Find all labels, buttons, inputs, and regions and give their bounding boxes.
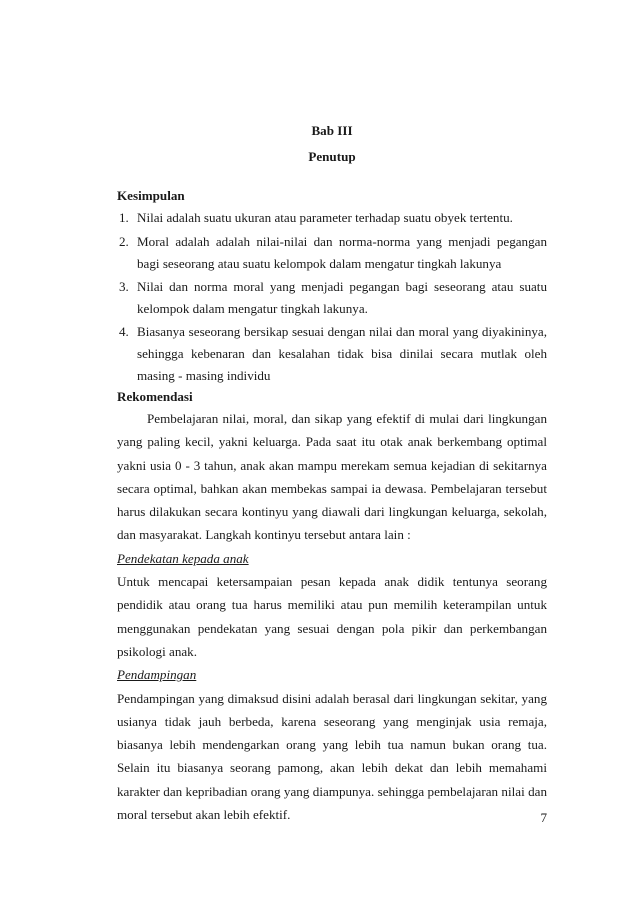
list-item-text: Nilai adalah suatu ukuran atau parameter terhadap suatu obyek tertentu. <box>137 210 513 225</box>
list-item <box>117 276 547 320</box>
section-title-pendekatan: Pendekatan kepada anak <box>117 550 249 566</box>
list-item-text: Nilai dan norma moral yang menjadi pegangan bagi seseorang atau suatu kelompok dalam mengatur tingkah lakunya. <box>137 279 547 316</box>
list-item-number: 3. <box>119 279 129 294</box>
list-item-text: Moral adalah adalah nilai-nilai dan norma-norma yang menjadi pegangan bagi seseorang atau suatu kelompok dalam mengatur tingkah lakunya <box>137 234 547 271</box>
list-item-number: 1. <box>119 210 129 225</box>
section-text-pendampingan: Pendampingan yang dimaksud disini adalah berasal dari lingkungan sekitar, yang usianya tidak jauh berbeda, karena seseorang yang menginjak usia remaja, biasanya lebih mendengarkan orang yang lebih tua namun bukan orang tua. Selain itu biasanya seorang pamong, akan lebih dekat dan lebih memahami karakter dan kepribadian orang yang diampunya. sehingga pembelajaran nilai dan moral tersebut akan lebih efektif. <box>117 690 547 823</box>
rekomendasi-body <box>117 407 547 826</box>
chapter-title: Penutup <box>308 149 356 164</box>
list-item <box>117 231 547 275</box>
list-item-number: 2. <box>119 234 129 249</box>
rekomendasi-heading: Rekomendasi <box>117 389 193 404</box>
chapter-label: Bab III <box>311 123 353 138</box>
section-title-pendampingan: Pendampingan <box>117 667 197 683</box>
list-item-text: Biasanya seseorang bersikap sesuai dengan nilai dan moral yang diyakininya, sehingga kebenaran dan kesalahan tidak bisa dinilai secara mutlak oleh masing - masing individu <box>137 324 547 383</box>
list-item <box>117 321 547 387</box>
kesimpulan-list <box>117 207 547 387</box>
document-page <box>117 0 547 903</box>
list-item <box>117 207 547 229</box>
list-item-number: 4. <box>119 324 129 339</box>
rekomendasi-intro: Pembelajaran nilai, moral, dan sikap yang efektif di mulai dari lingkungan yang paling kecil, yakni keluarga. Pada saat itu otak anak berkembang optimal yakni usia 0 - 3 tahun, anak akan mampu merekam semua kejadian di sekitarnya secara optimal, bahkan akan membekas sampai ia dewasa. Pembelajaran tersebut harus dilakukan secara kontinyu yang diawali dari lingkungan keluarga, sekolah, dan masyarakat. Langkah kontinyu tersebut antara lain : <box>117 411 547 543</box>
kesimpulan-heading: Kesimpulan <box>117 188 185 203</box>
page-number: 7 <box>540 810 547 825</box>
section-text-pendekatan: Untuk mencapai ketersampaian pesan kepada anak didik tentunya seorang pendidik atau orang tua harus memiliki atau pun memilih keterampilan untuk menggunakan pendekatan yang sesuai dengan pola pikir dan perkembangan psikologi anak. <box>117 574 547 659</box>
